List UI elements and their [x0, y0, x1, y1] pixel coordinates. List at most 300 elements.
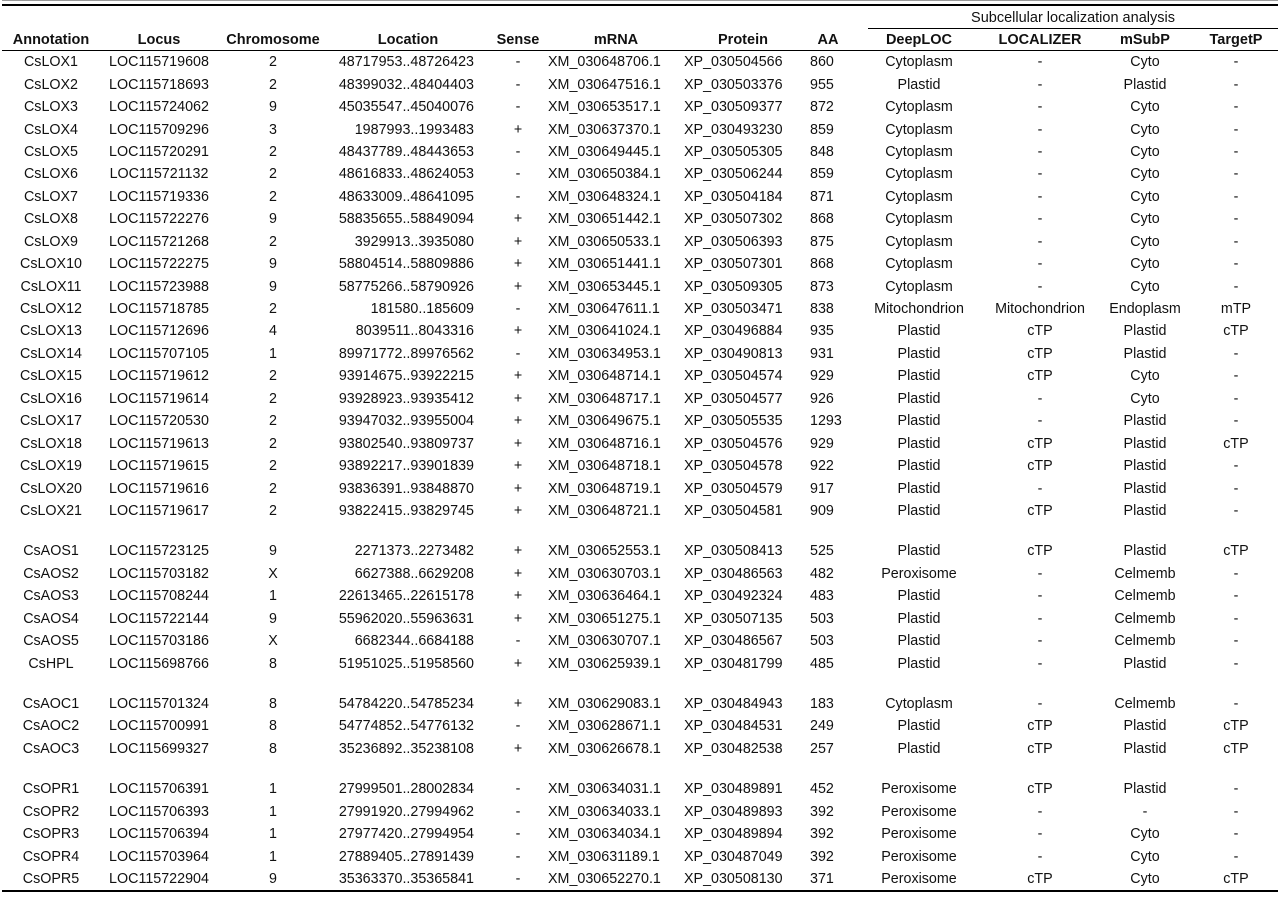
- targetp-cell: -: [1233, 655, 1239, 672]
- aa-cell: 838: [810, 301, 834, 318]
- location-cell: 93822415..93829745: [338, 502, 474, 519]
- table-row: [2, 141, 1278, 163]
- location-cell: 27977420..27994954: [338, 826, 474, 843]
- mrna-cell: XM_030650384.1: [548, 166, 661, 183]
- localizer-cell: -: [1037, 166, 1043, 183]
- mrna-cell: XM_030626678.1: [548, 740, 661, 757]
- targetp-cell: -: [1233, 368, 1239, 385]
- mrna-cell: XM_030631189.1: [548, 848, 660, 865]
- table-row: [2, 585, 1278, 607]
- msubp-cell: Celmemb: [1114, 696, 1176, 713]
- location-cell: 58804514..58809886: [338, 256, 474, 273]
- locus-cell: LOC115719616: [109, 480, 209, 497]
- protein-cell: XP_030508413: [684, 543, 783, 560]
- msubp-cell: Cyto: [1130, 826, 1160, 843]
- table-row: [2, 608, 1278, 630]
- deeploc-cell: Plastid: [897, 543, 941, 560]
- location-cell: 93836391..93848870: [338, 480, 474, 497]
- targetp-cell: -: [1233, 54, 1239, 71]
- localizer-cell: -: [1037, 54, 1043, 71]
- aa-cell: 859: [810, 121, 834, 138]
- targetp-cell: -: [1233, 188, 1239, 205]
- targetp-cell: -: [1233, 565, 1239, 582]
- aa-cell: 482: [810, 565, 834, 582]
- sense-cell: -: [515, 633, 521, 650]
- aa-cell: 872: [810, 99, 834, 116]
- mrna-cell: XM_030634033.1: [548, 803, 661, 820]
- targetp-cell: -: [1233, 99, 1239, 116]
- locus-cell: LOC115703186: [109, 633, 209, 650]
- deeploc-cell: Plastid: [897, 655, 941, 672]
- protein-cell: XP_030505535: [684, 413, 783, 430]
- table-row: [2, 410, 1278, 432]
- sense-cell: +: [513, 256, 523, 273]
- locus-cell: LOC115700991: [109, 718, 209, 735]
- aa-cell: 503: [810, 633, 834, 650]
- protein-cell: XP_030487049: [684, 848, 783, 865]
- annotation-cell: CsLOX18: [20, 435, 82, 452]
- annotation-cell: CsLOX14: [20, 345, 82, 362]
- aa-cell: 931: [810, 345, 834, 362]
- targetp-cell: -: [1233, 826, 1239, 843]
- chromosome-cell: 1: [269, 826, 277, 843]
- annotation-cell: CsLOX12: [20, 301, 82, 318]
- protein-cell: XP_030492324: [684, 588, 783, 605]
- annotation-cell: CsLOX10: [20, 256, 82, 273]
- chromosome-cell: 9: [269, 211, 277, 228]
- sense-cell: -: [488, 868, 548, 891]
- annotation-cell: CsLOX3: [23, 99, 79, 116]
- sense-cell: +: [513, 390, 523, 407]
- annotation-cell: CsLOX20: [20, 480, 82, 497]
- localizer-cell: -: [1037, 826, 1043, 843]
- table-row: [2, 343, 1278, 365]
- chromosome-cell: 2: [269, 233, 277, 250]
- col-targetp: TargetP: [1194, 30, 1278, 51]
- msubp-cell: Cyto: [1130, 390, 1160, 407]
- targetp-cell: -: [1233, 848, 1239, 865]
- location-cell: 6682344..6684188: [354, 633, 474, 650]
- aa-cell: 929: [810, 368, 834, 385]
- location-cell: 45035547..45040076: [338, 99, 474, 116]
- table-row: [2, 320, 1278, 342]
- protein-cell: XP_030505305: [684, 143, 783, 160]
- deeploc-cell: Plastid: [897, 435, 941, 452]
- annotation-cell: CsAOC1: [22, 696, 80, 713]
- annotation-cell: CsOPR3: [22, 826, 80, 843]
- table-row: [2, 738, 1278, 760]
- sense-cell: +: [513, 610, 523, 627]
- annotation-cell: CsLOX11: [20, 278, 82, 295]
- targetp-cell: -: [1233, 233, 1239, 250]
- mrna-cell: XM_030653517.1: [548, 99, 661, 116]
- sense-cell: -: [515, 826, 521, 843]
- protein-cell: XP_030481799: [684, 655, 783, 672]
- chromosome-cell: 2: [269, 368, 277, 385]
- mrna-cell: XM_030634953.1: [548, 345, 661, 362]
- protein-cell: XP_030503471: [684, 301, 783, 318]
- annotation-cell: CsOPR2: [22, 803, 80, 820]
- targetp-cell: cTP: [1223, 435, 1249, 452]
- chromosome-cell: 8: [269, 740, 277, 757]
- annotation-cell: CsAOS3: [23, 588, 79, 605]
- deeploc-cell: Cytoplasm: [885, 143, 953, 160]
- aa-cell: 525: [810, 543, 834, 560]
- table-row: [2, 540, 1278, 562]
- annotation-cell: CsLOX13: [20, 323, 82, 340]
- mrna-cell: XM_030651441.1: [548, 256, 661, 273]
- chromosome-cell: X: [268, 633, 278, 650]
- top-rule-thin: [2, 0, 1278, 1]
- localizer-cell: -: [1037, 76, 1043, 93]
- msubp-cell: Plastid: [1123, 718, 1167, 735]
- localizer-cell: -: [1037, 848, 1043, 865]
- mrna-cell: XM_030652270.1: [548, 868, 684, 891]
- col-aa: AA: [802, 30, 854, 51]
- localizer-cell: cTP: [1027, 781, 1053, 798]
- annotation-cell: CsOPR1: [22, 781, 80, 798]
- location-cell: 48616833..48624053: [338, 166, 474, 183]
- table-row: [2, 455, 1278, 477]
- table-row: [2, 500, 1278, 522]
- aa-cell: 909: [810, 502, 834, 519]
- group-spacer: [2, 675, 1278, 693]
- table-row: [2, 693, 1278, 715]
- localizer-cell: -: [1037, 413, 1043, 430]
- locus-cell: LOC115719608: [109, 54, 209, 71]
- mrna-cell: XM_030648716.1: [548, 435, 661, 452]
- protein-cell: XP_030504578: [684, 458, 783, 475]
- table-row: [2, 845, 1278, 867]
- targetp-cell: -: [1233, 696, 1239, 713]
- protein-cell: XP_030484531: [684, 718, 783, 735]
- chromosome-cell: 9: [269, 543, 277, 560]
- targetp-cell: -: [1233, 781, 1239, 798]
- msubp-cell: Celmemb: [1114, 565, 1176, 582]
- table-row: [2, 208, 1278, 230]
- msubp-cell: Cyto: [1130, 54, 1160, 71]
- msubp-cell: Plastid: [1123, 502, 1167, 519]
- sense-cell: -: [515, 803, 521, 820]
- mrna-cell: XM_030630703.1: [548, 565, 661, 582]
- msubp-cell: Plastid: [1123, 781, 1167, 798]
- annotation-cell: CsLOX15: [20, 368, 82, 385]
- chromosome-cell: 1: [269, 848, 277, 865]
- sense-cell: +: [513, 233, 523, 250]
- msubp-cell: Cyto: [1130, 233, 1160, 250]
- localizer-cell: -: [1037, 633, 1043, 650]
- location-cell: 55962020..55963631: [338, 610, 474, 627]
- col-sense: Sense: [488, 30, 548, 51]
- targetp-cell: cTP: [1223, 718, 1249, 735]
- chromosome-cell: 1: [269, 345, 277, 362]
- protein-cell: XP_030489894: [684, 826, 783, 843]
- group-spacer: [2, 760, 1278, 778]
- locus-cell: LOC115709296: [109, 121, 209, 138]
- locus-cell: LOC115719614: [109, 390, 209, 407]
- annotation-cell: CsLOX9: [23, 233, 79, 250]
- mrna-cell: XM_030641024.1: [548, 323, 661, 340]
- locus-cell: LOC115719612: [109, 368, 209, 385]
- aa-cell: 249: [810, 718, 834, 735]
- mrna-cell: XM_030648719.1: [548, 480, 661, 497]
- deeploc-cell: Cytoplasm: [885, 166, 953, 183]
- locus-cell: LOC115723988: [109, 278, 209, 295]
- protein-cell: XP_030507301: [684, 256, 783, 273]
- annotation-cell: CsAOC2: [22, 718, 80, 735]
- deeploc-cell: Plastid: [897, 368, 941, 385]
- protein-cell: XP_030484943: [684, 696, 783, 713]
- targetp-cell: -: [1233, 278, 1239, 295]
- aa-cell: 392: [810, 826, 834, 843]
- targetp-cell: -: [1233, 588, 1239, 605]
- location-cell: 48633009..48641095: [338, 188, 474, 205]
- locus-cell: LOC115718693: [109, 76, 209, 93]
- col-mrna: mRNA: [548, 30, 684, 51]
- annotation-cell: CsLOX21: [20, 502, 82, 519]
- msubp-cell: Cyto: [1096, 868, 1194, 891]
- deeploc-cell: Cytoplasm: [885, 121, 953, 138]
- annotation-cell: CsOPR5: [2, 868, 100, 891]
- annotation-cell: CsLOX19: [20, 458, 82, 475]
- table-row: [2, 715, 1278, 737]
- location-cell: 2271373..2273482: [354, 543, 474, 560]
- deeploc-cell: Peroxisome: [854, 868, 984, 891]
- aa-cell: 868: [810, 211, 834, 228]
- chromosome-cell: 2: [269, 166, 277, 183]
- mrna-cell: XM_030647516.1: [548, 76, 661, 93]
- targetp-cell: -: [1233, 121, 1239, 138]
- targetp-cell: -: [1233, 345, 1239, 362]
- sense-cell: +: [513, 435, 523, 452]
- chromosome-cell: 2: [269, 54, 277, 71]
- protein-cell: XP_030504566: [684, 54, 783, 71]
- locus-cell: LOC115723125: [109, 543, 209, 560]
- sense-cell: +: [513, 696, 523, 713]
- localizer-cell: cTP: [1027, 543, 1053, 560]
- sense-cell: -: [515, 188, 521, 205]
- header-row: [2, 30, 1278, 51]
- mrna-cell: XM_030650533.1: [548, 233, 661, 250]
- targetp-cell: cTP: [1223, 323, 1249, 340]
- locus-cell: LOC115708244: [109, 588, 209, 605]
- protein-cell: XP_030507302: [684, 211, 783, 228]
- location-cell: 27999501..28002834: [338, 781, 474, 798]
- msubp-cell: Cyto: [1130, 368, 1160, 385]
- targetp-cell: -: [1233, 211, 1239, 228]
- localizer-cell: -: [1037, 480, 1043, 497]
- protein-cell: XP_030504577: [684, 390, 783, 407]
- targetp-cell: -: [1233, 390, 1239, 407]
- chromosome-cell: 3: [269, 121, 277, 138]
- mrna-cell: XM_030652553.1: [548, 543, 661, 560]
- msubp-cell: Plastid: [1123, 76, 1167, 93]
- subcellular-group-header: Subcellular localization analysis: [971, 10, 1175, 26]
- location-cell: 93892217..93901839: [338, 458, 474, 475]
- msubp-cell: Endoplasm: [1109, 301, 1181, 318]
- locus-cell: LOC115720530: [109, 413, 209, 430]
- targetp-cell: -: [1233, 803, 1239, 820]
- sense-cell: -: [515, 781, 521, 798]
- targetp-cell: -: [1233, 458, 1239, 475]
- location-cell: 8039511..8043316: [355, 323, 474, 340]
- chromosome-cell: 2: [269, 188, 277, 205]
- chromosome-cell: 2: [269, 435, 277, 452]
- deeploc-cell: Cytoplasm: [885, 99, 953, 116]
- chromosome-cell: 1: [269, 781, 277, 798]
- deeploc-cell: Peroxisome: [881, 565, 957, 582]
- localizer-cell: -: [1037, 655, 1043, 672]
- aa-cell: 392: [810, 803, 834, 820]
- annotation-cell: CsAOS5: [23, 633, 79, 650]
- location-cell: 48437789..48443653: [338, 143, 474, 160]
- locus-cell: LOC115699327: [109, 740, 209, 757]
- deeploc-cell: Cytoplasm: [885, 54, 953, 71]
- localizer-cell: Mitochondrion: [995, 301, 1085, 318]
- mrna-cell: XM_030634034.1: [548, 826, 661, 843]
- protein-cell: XP_030503376: [684, 76, 783, 93]
- mrna-cell: XM_030651275.1: [548, 610, 661, 627]
- deeploc-cell: Peroxisome: [881, 803, 957, 820]
- localizer-cell: cTP: [1027, 323, 1053, 340]
- mrna-cell: XM_030630707.1: [548, 633, 661, 650]
- msubp-cell: Plastid: [1123, 740, 1167, 757]
- sense-cell: -: [515, 166, 521, 183]
- msubp-cell: Cyto: [1130, 848, 1160, 865]
- annotation-cell: CsOPR4: [22, 848, 80, 865]
- deeploc-cell: Plastid: [897, 740, 941, 757]
- annotation-cell: CsAOC3: [22, 740, 80, 757]
- mrna-cell: XM_030648718.1: [548, 458, 661, 475]
- location-cell: 58835655..58849094: [338, 211, 474, 228]
- locus-cell: LOC115707105: [109, 345, 209, 362]
- locus-cell: LOC115698766: [109, 655, 209, 672]
- annotation-cell: CsLOX2: [23, 76, 79, 93]
- mrna-cell: XM_030648324.1: [548, 188, 661, 205]
- msubp-cell: Celmemb: [1114, 633, 1176, 650]
- sense-cell: -: [515, 848, 521, 865]
- table-row: [2, 778, 1278, 800]
- targetp-cell: -: [1233, 502, 1239, 519]
- chromosome-cell: 8: [269, 718, 277, 735]
- locus-cell: LOC115719613: [109, 435, 209, 452]
- aa-cell: 371: [802, 868, 854, 891]
- annotation-cell: CsLOX16: [20, 390, 82, 407]
- msubp-cell: Plastid: [1123, 458, 1167, 475]
- location-cell: 27889405..27891439: [338, 848, 474, 865]
- sense-cell: +: [513, 740, 523, 757]
- targetp-cell: -: [1233, 76, 1239, 93]
- col-msubp: mSubP: [1096, 30, 1194, 51]
- aa-cell: 503: [810, 610, 834, 627]
- mrna-cell: XM_030648706.1: [548, 54, 661, 71]
- deeploc-cell: Plastid: [897, 502, 941, 519]
- chromosome-cell: 1: [269, 588, 277, 605]
- sense-cell: +: [513, 480, 523, 497]
- table-row: [2, 231, 1278, 253]
- annotation-cell: CsLOX6: [23, 166, 79, 183]
- deeploc-cell: Plastid: [897, 390, 941, 407]
- location-cell: 54784220..54785234: [338, 696, 474, 713]
- table-row: [2, 563, 1278, 585]
- sense-cell: +: [513, 458, 523, 475]
- msubp-cell: Celmemb: [1114, 588, 1176, 605]
- localizer-cell: -: [1037, 565, 1043, 582]
- locus-cell: LOC115721132: [109, 166, 209, 183]
- msubp-cell: Cyto: [1130, 121, 1160, 138]
- sense-cell: +: [513, 413, 523, 430]
- col-chromosome: Chromosome: [218, 30, 328, 51]
- deeploc-cell: Plastid: [897, 610, 941, 627]
- mrna-cell: XM_030651442.1: [548, 211, 661, 228]
- deeploc-cell: Plastid: [897, 345, 941, 362]
- chromosome-cell: 9: [269, 99, 277, 116]
- location-cell: 1987993..1993483: [354, 121, 474, 138]
- protein-cell: XP_030490813: [684, 345, 783, 362]
- deeploc-cell: Cytoplasm: [885, 278, 953, 295]
- aa-cell: 929: [810, 435, 834, 452]
- protein-cell: XP_030489891: [684, 781, 783, 798]
- annotation-cell: CsLOX7: [23, 188, 79, 205]
- msubp-cell: Cyto: [1130, 143, 1160, 160]
- msubp-cell: Plastid: [1123, 543, 1167, 560]
- aa-cell: 868: [810, 256, 834, 273]
- chromosome-cell: 2: [269, 143, 277, 160]
- chromosome-cell: 2: [269, 502, 277, 519]
- protein-cell: XP_030504579: [684, 480, 783, 497]
- msubp-cell: Cyto: [1130, 166, 1160, 183]
- locus-cell: LOC115722275: [109, 256, 209, 273]
- table-row: [2, 477, 1278, 499]
- targetp-cell: -: [1233, 413, 1239, 430]
- location-cell: 48717953..48726423: [338, 54, 474, 71]
- protein-cell: XP_030489893: [684, 803, 783, 820]
- aa-cell: 860: [810, 54, 834, 71]
- chromosome-cell: 8: [269, 655, 277, 672]
- aa-cell: 875: [810, 233, 834, 250]
- aa-cell: 848: [810, 143, 834, 160]
- localizer-cell: -: [1037, 233, 1043, 250]
- chromosome-cell: 9: [218, 868, 328, 891]
- aa-cell: 485: [810, 655, 834, 672]
- sense-cell: -: [515, 345, 521, 362]
- localizer-cell: cTP: [1027, 458, 1053, 475]
- localizer-cell: -: [1037, 188, 1043, 205]
- protein-cell: XP_030506393: [684, 233, 783, 250]
- localizer-cell: -: [1037, 256, 1043, 273]
- mrna-cell: XM_030649445.1: [548, 143, 661, 160]
- protein-cell: XP_030504581: [684, 502, 783, 519]
- localizer-cell: cTP: [1027, 435, 1053, 452]
- targetp-cell: cTP: [1194, 868, 1278, 891]
- aa-cell: 926: [810, 390, 834, 407]
- targetp-cell: -: [1233, 480, 1239, 497]
- localizer-cell: -: [1037, 278, 1043, 295]
- table-row: [2, 253, 1278, 275]
- col-locus: Locus: [100, 30, 218, 51]
- annotation-cell: CsLOX8: [23, 211, 79, 228]
- chromosome-cell: 2: [269, 480, 277, 497]
- localizer-cell: cTP: [1027, 740, 1053, 757]
- sense-cell: -: [515, 301, 521, 318]
- sense-cell: -: [515, 143, 521, 160]
- sense-cell: -: [515, 76, 521, 93]
- location-cell: 58775266..58790926: [338, 278, 474, 295]
- chromosome-cell: 4: [269, 323, 277, 340]
- location-cell: 93928923..93935412: [338, 390, 474, 407]
- localizer-cell: -: [1037, 696, 1043, 713]
- aa-cell: 859: [810, 166, 834, 183]
